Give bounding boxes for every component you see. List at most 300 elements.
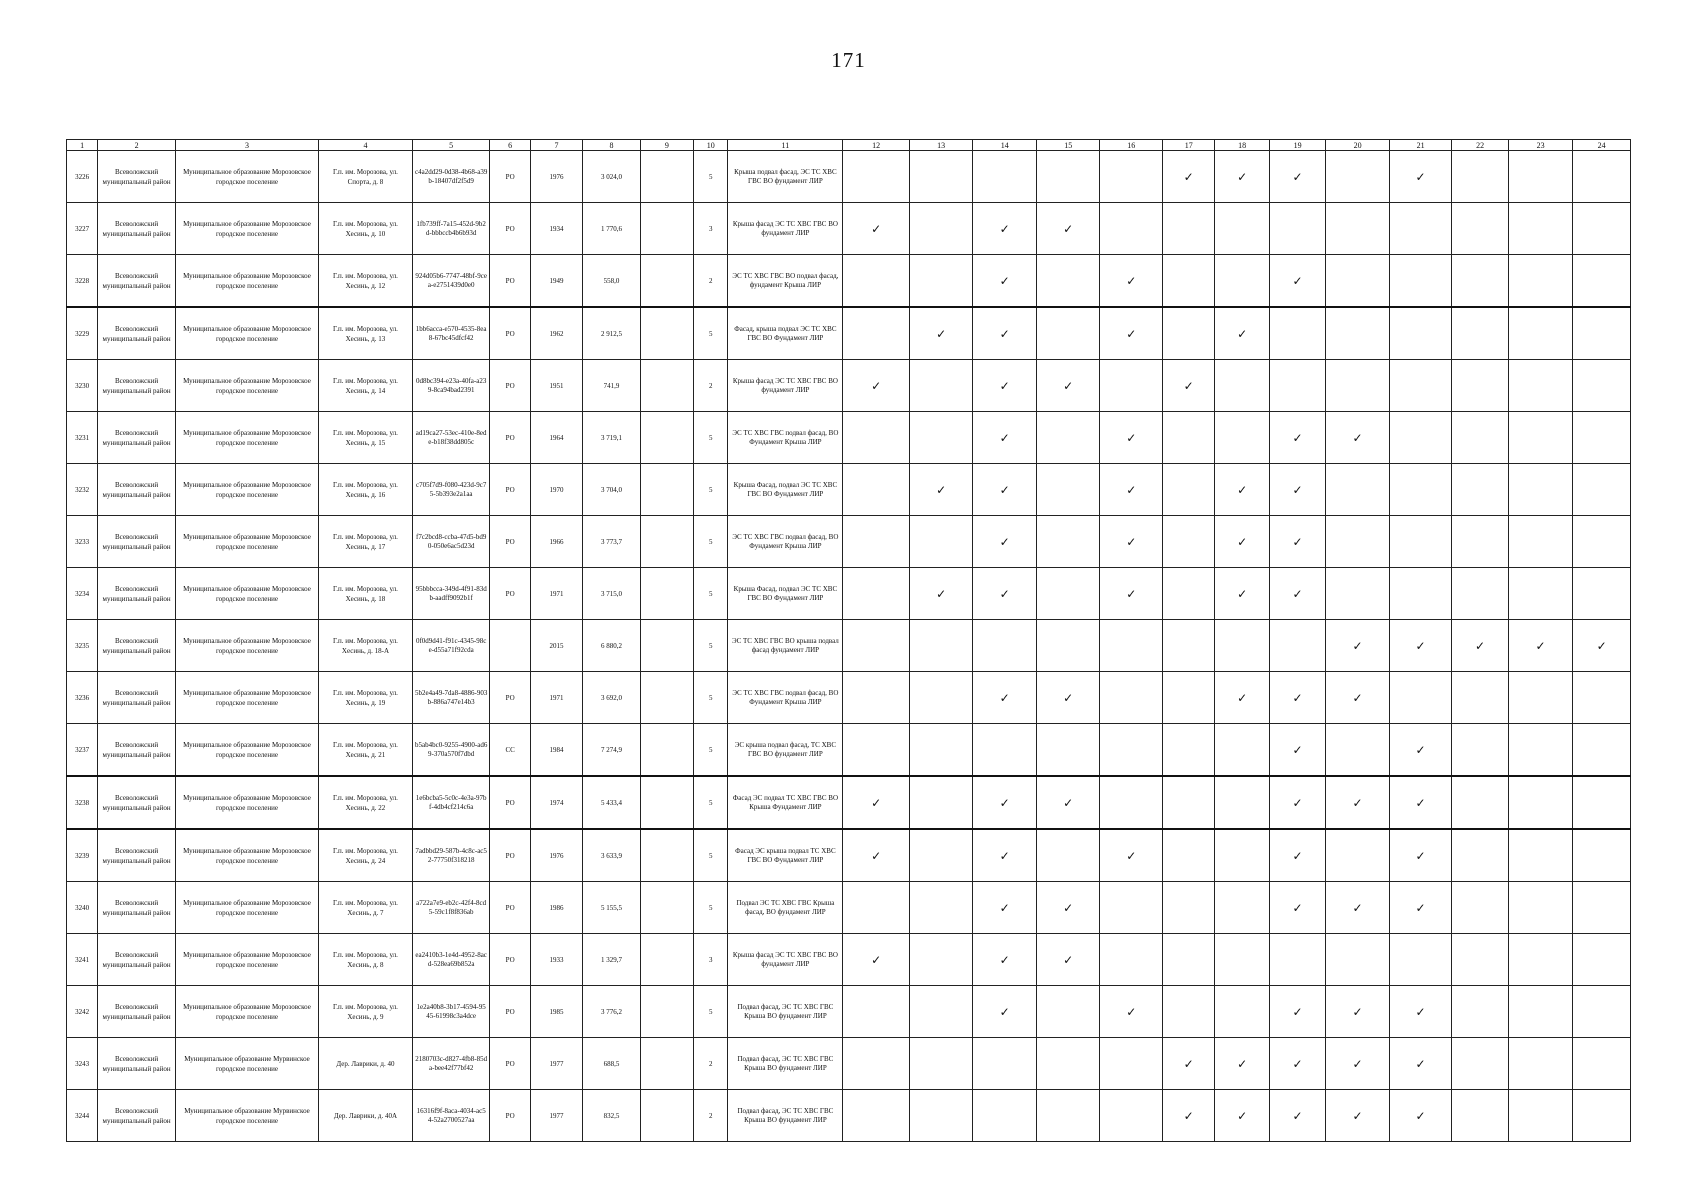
work-type-cell-18 bbox=[1215, 1038, 1269, 1090]
work-type-cell-14 bbox=[973, 829, 1037, 882]
works-list-cell: Подвал ЭС ТС ХВС ГВС Крыша фасад, ВО фундамент ЛИР bbox=[728, 882, 843, 934]
check-mark-icon: ✓ bbox=[1352, 900, 1363, 915]
address-cell: Дер. Лаврики, д. 40А bbox=[319, 1090, 413, 1142]
work-type-cell-24 bbox=[1573, 412, 1631, 464]
work-type-cell-20 bbox=[1326, 1090, 1390, 1142]
work-type-cell-13 bbox=[909, 203, 973, 255]
address-cell: Г.п. им. Морозова, ул. Хесинь, д. 18 bbox=[319, 568, 413, 620]
column-9-cell bbox=[640, 1090, 693, 1142]
work-type-cell-22 bbox=[1452, 516, 1508, 568]
area-cell: 741,9 bbox=[583, 360, 640, 412]
work-type-cell-21 bbox=[1389, 1038, 1452, 1090]
works-list-cell: Крыша фасад ЭС ТС ХВС ГВС ВО фундамент ЛИР bbox=[728, 203, 843, 255]
work-type-cell-19 bbox=[1269, 151, 1325, 203]
settlement-cell: Муниципальное образование Морозовское городское поселение bbox=[175, 882, 318, 934]
check-mark-icon: ✓ bbox=[1237, 690, 1248, 705]
district-cell: Всеволожский муниципальный район bbox=[98, 1038, 176, 1090]
address-cell: Г.п. им. Морозова, ул. Хесинь, д. 13 bbox=[319, 307, 413, 360]
year-built-cell: 1976 bbox=[530, 829, 582, 882]
column-9-cell bbox=[640, 203, 693, 255]
check-mark-icon: ✓ bbox=[999, 690, 1010, 705]
check-mark-icon: ✓ bbox=[871, 952, 882, 967]
work-type-cell-14 bbox=[973, 151, 1037, 203]
work-type-cell-17 bbox=[1162, 724, 1214, 777]
district-cell: Всеволожский муниципальный район bbox=[98, 776, 176, 829]
column-number-9: 9 bbox=[640, 140, 693, 151]
district-cell: Всеволожский муниципальный район bbox=[98, 620, 176, 672]
check-mark-icon: ✓ bbox=[1475, 638, 1486, 653]
district-cell: Всеволожский муниципальный район bbox=[98, 1090, 176, 1142]
column-number-17: 17 bbox=[1162, 140, 1214, 151]
work-type-cell-18 bbox=[1215, 934, 1269, 986]
year-built-cell: 1970 bbox=[530, 464, 582, 516]
floors-cell: 5 bbox=[694, 986, 728, 1038]
work-type-cell-15 bbox=[1036, 934, 1100, 986]
settlement-cell: Муниципальное образование Морозовское городское поселение bbox=[175, 776, 318, 829]
house-id-cell: a722a7e9-eb2c-42f4-8cd5-59c1f8f836ab bbox=[412, 882, 490, 934]
works-list-cell: Крыша фасад ЭС ТС ХВС ГВС ВО фундамент ЛИР bbox=[728, 934, 843, 986]
address-cell: Г.п. им. Морозова, ул. Хесинь, д. 18-А bbox=[319, 620, 413, 672]
works-list-cell: Крыша Фасад, подвал ЭС ТС ХВС ГВС ВО Фундамент ЛИР bbox=[728, 568, 843, 620]
work-type-cell-15 bbox=[1036, 516, 1100, 568]
work-type-cell-14 bbox=[973, 516, 1037, 568]
column-number-10: 10 bbox=[694, 140, 728, 151]
check-mark-icon: ✓ bbox=[1237, 1056, 1248, 1071]
work-type-cell-16 bbox=[1100, 776, 1163, 829]
work-type-cell-24 bbox=[1573, 620, 1631, 672]
district-cell: Всеволожский муниципальный район bbox=[98, 203, 176, 255]
column-9-cell bbox=[640, 986, 693, 1038]
settlement-cell: Муниципальное образование Морозовское городское поселение bbox=[175, 934, 318, 986]
column-9-cell bbox=[640, 672, 693, 724]
work-type-cell-13 bbox=[909, 1090, 973, 1142]
row-number: 3244 bbox=[67, 1090, 98, 1142]
address-cell: Г.п. им. Морозова, ул. Хесинь, д. 9 bbox=[319, 986, 413, 1038]
work-type-cell-18 bbox=[1215, 464, 1269, 516]
work-type-cell-12 bbox=[843, 672, 910, 724]
work-type-cell-22 bbox=[1452, 1038, 1508, 1090]
ownership-cell: РО bbox=[490, 829, 530, 882]
check-mark-icon: ✓ bbox=[1063, 952, 1074, 967]
work-type-cell-18 bbox=[1215, 412, 1269, 464]
house-id-cell: 1e2a40b8-3b17-4594-9545-61998c3a4dce bbox=[412, 986, 490, 1038]
work-type-cell-20 bbox=[1326, 620, 1390, 672]
work-type-cell-12 bbox=[843, 986, 910, 1038]
work-type-cell-18 bbox=[1215, 516, 1269, 568]
ownership-cell: РО bbox=[490, 986, 530, 1038]
work-type-cell-14 bbox=[973, 776, 1037, 829]
work-type-cell-12 bbox=[843, 1038, 910, 1090]
floors-cell: 3 bbox=[694, 203, 728, 255]
work-type-cell-16 bbox=[1100, 568, 1163, 620]
column-number-11: 11 bbox=[728, 140, 843, 151]
work-type-cell-24 bbox=[1573, 516, 1631, 568]
work-type-cell-21 bbox=[1389, 568, 1452, 620]
row-number: 3232 bbox=[67, 464, 98, 516]
year-built-cell: 1934 bbox=[530, 203, 582, 255]
check-mark-icon: ✓ bbox=[999, 952, 1010, 967]
work-type-cell-22 bbox=[1452, 151, 1508, 203]
work-type-cell-15 bbox=[1036, 724, 1100, 777]
work-type-cell-20 bbox=[1326, 934, 1390, 986]
work-type-cell-22 bbox=[1452, 620, 1508, 672]
works-list-cell: Фасад, крыша подвал ЭС ТС ХВС ГВС ВО Фундамент ЛИР bbox=[728, 307, 843, 360]
work-type-cell-20 bbox=[1326, 829, 1390, 882]
area-cell: 1 770,6 bbox=[583, 203, 640, 255]
work-type-cell-19 bbox=[1269, 1038, 1325, 1090]
settlement-cell: Муниципальное образование Морозовское городское поселение bbox=[175, 672, 318, 724]
ownership-cell: РО bbox=[490, 516, 530, 568]
work-type-cell-24 bbox=[1573, 464, 1631, 516]
work-type-cell-14 bbox=[973, 620, 1037, 672]
house-id-cell: c4a2dd29-0d38-4b68-a39b-18407df2f5d9 bbox=[412, 151, 490, 203]
year-built-cell: 1971 bbox=[530, 568, 582, 620]
check-mark-icon: ✓ bbox=[999, 795, 1010, 810]
year-built-cell: 1974 bbox=[530, 776, 582, 829]
work-type-cell-12 bbox=[843, 203, 910, 255]
check-mark-icon: ✓ bbox=[999, 900, 1010, 915]
settlement-cell: Муниципальное образование Морозовское городское поселение bbox=[175, 724, 318, 777]
address-cell: Г.п. им. Морозова, ул. Хесинь, д. 19 bbox=[319, 672, 413, 724]
work-type-cell-19 bbox=[1269, 203, 1325, 255]
ownership-cell: РО bbox=[490, 568, 530, 620]
work-type-cell-24 bbox=[1573, 986, 1631, 1038]
work-type-cell-14 bbox=[973, 1038, 1037, 1090]
work-type-cell-24 bbox=[1573, 151, 1631, 203]
work-type-cell-12 bbox=[843, 151, 910, 203]
work-type-cell-19 bbox=[1269, 464, 1325, 516]
floors-cell: 2 bbox=[694, 360, 728, 412]
work-type-cell-17 bbox=[1162, 986, 1214, 1038]
check-mark-icon: ✓ bbox=[1126, 326, 1137, 341]
column-number-24: 24 bbox=[1573, 140, 1631, 151]
work-type-cell-23 bbox=[1508, 776, 1573, 829]
column-number-15: 15 bbox=[1036, 140, 1100, 151]
work-type-cell-16 bbox=[1100, 1090, 1163, 1142]
work-type-cell-17 bbox=[1162, 464, 1214, 516]
check-mark-icon: ✓ bbox=[1352, 795, 1363, 810]
year-built-cell: 1976 bbox=[530, 151, 582, 203]
column-number-3: 3 bbox=[175, 140, 318, 151]
work-type-cell-21 bbox=[1389, 986, 1452, 1038]
work-type-cell-23 bbox=[1508, 255, 1573, 308]
settlement-cell: Муниципальное образование Морозовское городское поселение bbox=[175, 516, 318, 568]
check-mark-icon: ✓ bbox=[999, 482, 1010, 497]
area-cell: 3 692,0 bbox=[583, 672, 640, 724]
work-type-cell-16 bbox=[1100, 255, 1163, 308]
work-type-cell-16 bbox=[1100, 724, 1163, 777]
work-type-cell-16 bbox=[1100, 516, 1163, 568]
district-cell: Всеволожский муниципальный район bbox=[98, 360, 176, 412]
year-built-cell: 1985 bbox=[530, 986, 582, 1038]
work-type-cell-19 bbox=[1269, 776, 1325, 829]
district-cell: Всеволожский муниципальный район bbox=[98, 412, 176, 464]
work-type-cell-22 bbox=[1452, 464, 1508, 516]
work-type-cell-13 bbox=[909, 516, 973, 568]
column-9-cell bbox=[640, 724, 693, 777]
work-type-cell-20 bbox=[1326, 307, 1390, 360]
check-mark-icon: ✓ bbox=[1415, 169, 1426, 184]
check-mark-icon: ✓ bbox=[1415, 742, 1426, 757]
work-type-cell-14 bbox=[973, 412, 1037, 464]
settlement-cell: Муниципальное образование Морозовское городское поселение bbox=[175, 360, 318, 412]
check-mark-icon: ✓ bbox=[1237, 326, 1248, 341]
district-cell: Всеволожский муниципальный район bbox=[98, 568, 176, 620]
ownership-cell: РО bbox=[490, 882, 530, 934]
column-number-4: 4 bbox=[319, 140, 413, 151]
table-row bbox=[67, 151, 1631, 203]
check-mark-icon: ✓ bbox=[1292, 430, 1303, 445]
house-id-cell: 1fb739ff-7a15-452d-9b2d-bbbccb4b6b93d bbox=[412, 203, 490, 255]
floors-cell: 5 bbox=[694, 412, 728, 464]
check-mark-icon: ✓ bbox=[1352, 638, 1363, 653]
work-type-cell-20 bbox=[1326, 1038, 1390, 1090]
work-type-cell-23 bbox=[1508, 934, 1573, 986]
check-mark-icon: ✓ bbox=[1126, 1004, 1137, 1019]
settlement-cell: Муниципальное образование Морозовское городское поселение bbox=[175, 151, 318, 203]
settlement-cell: Муниципальное образование Морозовское городское поселение bbox=[175, 986, 318, 1038]
check-mark-icon: ✓ bbox=[1126, 586, 1137, 601]
work-type-cell-19 bbox=[1269, 620, 1325, 672]
row-number: 3243 bbox=[67, 1038, 98, 1090]
table-row bbox=[67, 255, 1631, 308]
work-type-cell-23 bbox=[1508, 882, 1573, 934]
work-type-cell-22 bbox=[1452, 776, 1508, 829]
house-id-cell: 2180703c-d827-4fb8-85da-bee42f77bf42 bbox=[412, 1038, 490, 1090]
table-row bbox=[67, 203, 1631, 255]
works-list-cell: Крыша Фасад, подвал ЭС ТС ХВС ГВС ВО Фундамент ЛИР bbox=[728, 464, 843, 516]
column-number-18: 18 bbox=[1215, 140, 1269, 151]
work-type-cell-24 bbox=[1573, 724, 1631, 777]
table-row bbox=[67, 516, 1631, 568]
settlement-cell: Муниципальное образование Морозовское городское поселение bbox=[175, 203, 318, 255]
house-id-cell: 0f0d9d41-f91c-4345-98ce-d55a71f92cda bbox=[412, 620, 490, 672]
work-type-cell-12 bbox=[843, 776, 910, 829]
column-9-cell bbox=[640, 829, 693, 882]
house-id-cell: 924d05b6-7747-48bf-9cea-e2751439d0e0 bbox=[412, 255, 490, 308]
work-type-cell-20 bbox=[1326, 464, 1390, 516]
work-type-cell-13 bbox=[909, 412, 973, 464]
work-type-cell-22 bbox=[1452, 255, 1508, 308]
work-type-cell-17 bbox=[1162, 203, 1214, 255]
work-type-cell-22 bbox=[1452, 829, 1508, 882]
check-mark-icon: ✓ bbox=[1237, 1108, 1248, 1123]
work-type-cell-17 bbox=[1162, 516, 1214, 568]
table-row bbox=[67, 986, 1631, 1038]
floors-cell: 2 bbox=[694, 1038, 728, 1090]
table-row bbox=[67, 672, 1631, 724]
house-id-cell: 5b2e4a49-7da8-4886-903b-886a747e14b3 bbox=[412, 672, 490, 724]
address-cell: Г.п. им. Морозова, ул. Хесинь, д. 8 bbox=[319, 934, 413, 986]
work-type-cell-14 bbox=[973, 882, 1037, 934]
column-number-13: 13 bbox=[909, 140, 973, 151]
work-type-cell-12 bbox=[843, 568, 910, 620]
work-type-cell-15 bbox=[1036, 829, 1100, 882]
column-9-cell bbox=[640, 464, 693, 516]
work-type-cell-13 bbox=[909, 724, 973, 777]
work-type-cell-14 bbox=[973, 203, 1037, 255]
area-cell: 3 633,9 bbox=[583, 829, 640, 882]
work-type-cell-20 bbox=[1326, 203, 1390, 255]
work-type-cell-13 bbox=[909, 986, 973, 1038]
work-type-cell-20 bbox=[1326, 672, 1390, 724]
ownership-cell: РО bbox=[490, 412, 530, 464]
work-type-cell-24 bbox=[1573, 829, 1631, 882]
ownership-cell: РО bbox=[490, 464, 530, 516]
column-9-cell bbox=[640, 568, 693, 620]
area-cell: 7 274,9 bbox=[583, 724, 640, 777]
work-type-cell-18 bbox=[1215, 986, 1269, 1038]
work-type-cell-13 bbox=[909, 1038, 973, 1090]
work-type-cell-17 bbox=[1162, 829, 1214, 882]
work-type-cell-21 bbox=[1389, 412, 1452, 464]
area-cell: 3 773,7 bbox=[583, 516, 640, 568]
house-id-cell: 7adbbd29-587b-4c8c-ac52-77750f318218 bbox=[412, 829, 490, 882]
area-cell: 688,5 bbox=[583, 1038, 640, 1090]
address-cell: Г.п. им. Морозова, ул. Хесинь, д. 14 bbox=[319, 360, 413, 412]
column-number-row bbox=[67, 140, 1631, 151]
work-type-cell-13 bbox=[909, 934, 973, 986]
check-mark-icon: ✓ bbox=[1292, 900, 1303, 915]
ownership-cell: РО bbox=[490, 776, 530, 829]
work-type-cell-19 bbox=[1269, 934, 1325, 986]
district-cell: Всеволожский муниципальный район bbox=[98, 672, 176, 724]
row-number: 3241 bbox=[67, 934, 98, 986]
work-type-cell-12 bbox=[843, 255, 910, 308]
address-cell: Дер. Лаврики, д. 40 bbox=[319, 1038, 413, 1090]
work-type-cell-16 bbox=[1100, 620, 1163, 672]
work-type-cell-12 bbox=[843, 724, 910, 777]
table-row bbox=[67, 1090, 1631, 1142]
ownership-cell: РО bbox=[490, 203, 530, 255]
work-type-cell-17 bbox=[1162, 568, 1214, 620]
column-9-cell bbox=[640, 620, 693, 672]
table-row bbox=[67, 829, 1631, 882]
address-cell: Г.п. им. Морозова, ул. Хесинь, д. 24 bbox=[319, 829, 413, 882]
check-mark-icon: ✓ bbox=[1292, 534, 1303, 549]
work-type-cell-19 bbox=[1269, 255, 1325, 308]
check-mark-icon: ✓ bbox=[1415, 795, 1426, 810]
work-type-cell-23 bbox=[1508, 412, 1573, 464]
check-mark-icon: ✓ bbox=[999, 221, 1010, 236]
check-mark-icon: ✓ bbox=[1292, 273, 1303, 288]
work-type-cell-21 bbox=[1389, 934, 1452, 986]
work-type-cell-24 bbox=[1573, 360, 1631, 412]
column-number-6: 6 bbox=[490, 140, 530, 151]
check-mark-icon: ✓ bbox=[936, 586, 947, 601]
floors-cell: 3 bbox=[694, 934, 728, 986]
check-mark-icon: ✓ bbox=[1292, 1056, 1303, 1071]
district-cell: Всеволожский муниципальный район bbox=[98, 151, 176, 203]
work-type-cell-13 bbox=[909, 620, 973, 672]
settlement-cell: Муниципальное образование Морозовское городское поселение bbox=[175, 829, 318, 882]
work-type-cell-19 bbox=[1269, 412, 1325, 464]
work-type-cell-21 bbox=[1389, 1090, 1452, 1142]
check-mark-icon: ✓ bbox=[936, 482, 947, 497]
work-type-cell-23 bbox=[1508, 1090, 1573, 1142]
address-cell: Г.п. им. Морозова, ул. Спорта, д. 8 bbox=[319, 151, 413, 203]
row-number: 3233 bbox=[67, 516, 98, 568]
works-list-cell: Фасад ЭС подвал ТС ХВС ГВС ВО Крыша Фундамент ЛИР bbox=[728, 776, 843, 829]
settlement-cell: Муниципальное образование Морозовское городское поселение bbox=[175, 255, 318, 308]
work-type-cell-12 bbox=[843, 307, 910, 360]
work-type-cell-17 bbox=[1162, 151, 1214, 203]
column-number-20: 20 bbox=[1326, 140, 1390, 151]
table-row bbox=[67, 464, 1631, 516]
work-type-cell-15 bbox=[1036, 1038, 1100, 1090]
check-mark-icon: ✓ bbox=[1063, 221, 1074, 236]
row-number: 3234 bbox=[67, 568, 98, 620]
check-mark-icon: ✓ bbox=[1063, 690, 1074, 705]
work-type-cell-18 bbox=[1215, 307, 1269, 360]
check-mark-icon: ✓ bbox=[936, 326, 947, 341]
ownership-cell: СС bbox=[490, 724, 530, 777]
check-mark-icon: ✓ bbox=[1352, 690, 1363, 705]
work-type-cell-16 bbox=[1100, 986, 1163, 1038]
column-9-cell bbox=[640, 516, 693, 568]
table-row bbox=[67, 934, 1631, 986]
check-mark-icon: ✓ bbox=[1596, 638, 1607, 653]
work-type-cell-13 bbox=[909, 464, 973, 516]
work-type-cell-24 bbox=[1573, 1038, 1631, 1090]
work-type-cell-20 bbox=[1326, 516, 1390, 568]
district-cell: Всеволожский муниципальный район bbox=[98, 255, 176, 308]
check-mark-icon: ✓ bbox=[1292, 586, 1303, 601]
work-type-cell-23 bbox=[1508, 1038, 1573, 1090]
work-type-cell-13 bbox=[909, 255, 973, 308]
district-cell: Всеволожский муниципальный район bbox=[98, 516, 176, 568]
work-type-cell-18 bbox=[1215, 568, 1269, 620]
work-type-cell-22 bbox=[1452, 307, 1508, 360]
work-type-cell-13 bbox=[909, 882, 973, 934]
row-number: 3237 bbox=[67, 724, 98, 777]
year-built-cell: 1986 bbox=[530, 882, 582, 934]
work-type-cell-22 bbox=[1452, 724, 1508, 777]
work-type-cell-13 bbox=[909, 672, 973, 724]
work-type-cell-24 bbox=[1573, 203, 1631, 255]
check-mark-icon: ✓ bbox=[1183, 169, 1194, 184]
work-type-cell-15 bbox=[1036, 203, 1100, 255]
column-number-8: 8 bbox=[583, 140, 640, 151]
work-type-cell-18 bbox=[1215, 724, 1269, 777]
column-9-cell bbox=[640, 307, 693, 360]
check-mark-icon: ✓ bbox=[1063, 900, 1074, 915]
column-number-1: 1 bbox=[67, 140, 98, 151]
area-cell: 1 329,7 bbox=[583, 934, 640, 986]
work-type-cell-14 bbox=[973, 568, 1037, 620]
check-mark-icon: ✓ bbox=[1292, 1004, 1303, 1019]
check-mark-icon: ✓ bbox=[1292, 1108, 1303, 1123]
work-type-cell-15 bbox=[1036, 882, 1100, 934]
work-type-cell-20 bbox=[1326, 255, 1390, 308]
year-built-cell: 1933 bbox=[530, 934, 582, 986]
work-type-cell-21 bbox=[1389, 776, 1452, 829]
house-id-cell: ad19ca27-53ec-410e-8ede-b18f38dd805c bbox=[412, 412, 490, 464]
work-type-cell-16 bbox=[1100, 672, 1163, 724]
works-list-cell: ЭС ТС ХВС ГВС подвал фасад, ВО Фундамент Крыша ЛИР bbox=[728, 672, 843, 724]
work-type-cell-23 bbox=[1508, 568, 1573, 620]
floors-cell: 2 bbox=[694, 1090, 728, 1142]
works-list-cell: ЭС ТС ХВС ГВС подвал фасад, ВО Фундамент Крыша ЛИР bbox=[728, 412, 843, 464]
work-type-cell-14 bbox=[973, 255, 1037, 308]
works-list-cell: ЭС ТС ХВС ГВС ВО подвал фасад, фундамент Крыша ЛИР bbox=[728, 255, 843, 308]
work-type-cell-15 bbox=[1036, 360, 1100, 412]
row-number: 3226 bbox=[67, 151, 98, 203]
district-cell: Всеволожский муниципальный район bbox=[98, 934, 176, 986]
column-9-cell bbox=[640, 882, 693, 934]
work-type-cell-19 bbox=[1269, 882, 1325, 934]
work-type-cell-12 bbox=[843, 1090, 910, 1142]
